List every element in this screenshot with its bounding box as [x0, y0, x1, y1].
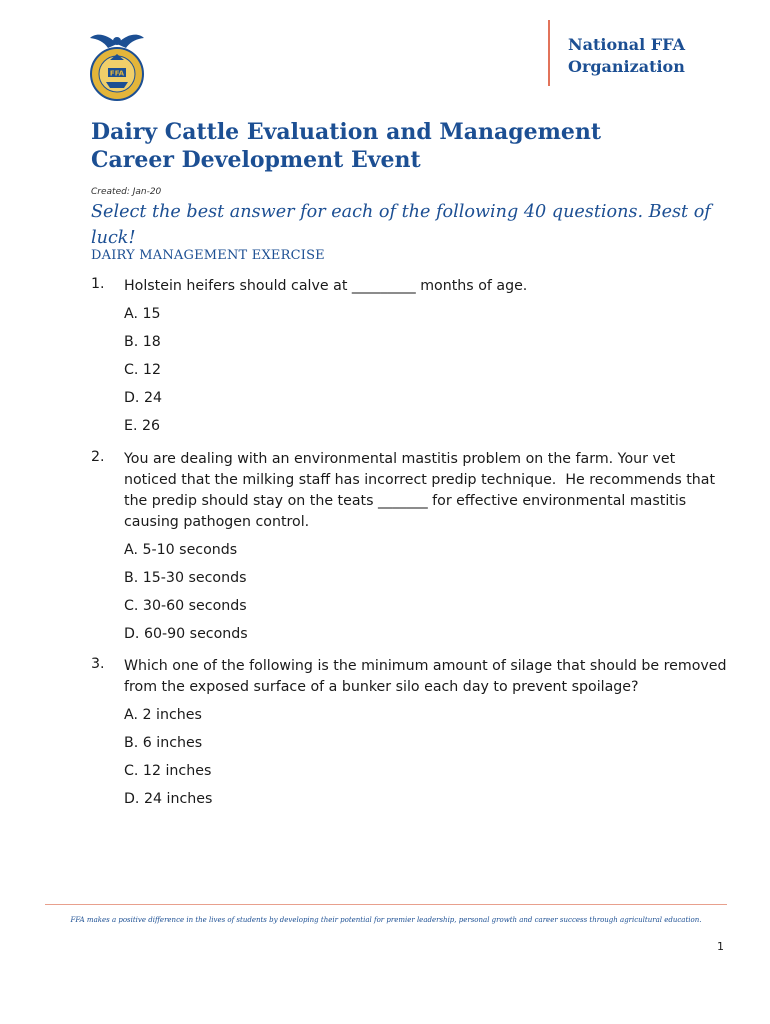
- question-text: Which one of the following is the minimum amount of silage that should be removed from the exposed surface of a bunker silo each day to prevent spoilage?: [124, 658, 732, 695]
- title-line-1: Dairy Cattle Evaluation and Management: [91, 119, 602, 145]
- footer-mission-statement: FFA makes a positive difference in the lives of students by developing their potential for premier leadership, personal growth and career success through agricultural education.: [70, 916, 702, 924]
- answer-option: B. 15-30 seconds: [124, 570, 247, 586]
- answer-option: C. 30-60 seconds: [124, 598, 247, 614]
- question-2: [91, 449, 731, 651]
- answer-option: C. 12 inches: [124, 763, 212, 779]
- answer-option: A. 15: [124, 306, 161, 322]
- answer-option: D. 24: [124, 390, 162, 406]
- organization-name: [568, 34, 748, 78]
- section-heading: DAIRY MANAGEMENT EXERCISE: [91, 248, 325, 263]
- question-1: [91, 276, 731, 443]
- answer-option: D. 60-90 seconds: [124, 626, 248, 642]
- question-text: You are dealing with an environmental mastitis problem on the farm. Your vet noticed that the milking staff has incorrect predip technique. He recommends that the predip should stay on the teats _______ for effective environmental mastitis causing pathogen control.: [124, 451, 720, 530]
- answer-option: D. 24 inches: [124, 791, 213, 807]
- question-3: [91, 656, 731, 816]
- answer-options: [124, 704, 731, 816]
- org-line-2: Organization: [568, 57, 685, 76]
- ffa-emblem-logo: [86, 30, 148, 102]
- answer-option: B. 6 inches: [124, 735, 203, 751]
- title-line-2: Career Development Event: [91, 147, 421, 173]
- header-divider: [548, 20, 550, 86]
- question-number: 3.: [91, 656, 105, 672]
- question-number: 2.: [91, 449, 105, 465]
- answer-option: A. 5-10 seconds: [124, 542, 238, 558]
- question-number: 1.: [91, 276, 105, 292]
- document-title: [91, 118, 731, 174]
- svg-text:FFA: FFA: [109, 69, 125, 78]
- answer-option: B. 18: [124, 334, 161, 350]
- created-date: Created: Jan-20: [91, 187, 162, 197]
- page-number: 1: [717, 940, 724, 953]
- instructions: Select the best answer for each of the following 40 questions. Best of luck!: [91, 202, 711, 248]
- answer-options: [124, 303, 731, 443]
- answer-options: [124, 539, 731, 651]
- org-line-1: National FFA: [568, 35, 685, 54]
- answer-option: C. 12: [124, 362, 161, 378]
- question-text: Holstein heifers should calve at _________ months of age.: [124, 278, 528, 294]
- answer-option: E. 26: [124, 418, 161, 434]
- footer-divider: [45, 904, 727, 905]
- answer-option: A. 2 inches: [124, 707, 202, 723]
